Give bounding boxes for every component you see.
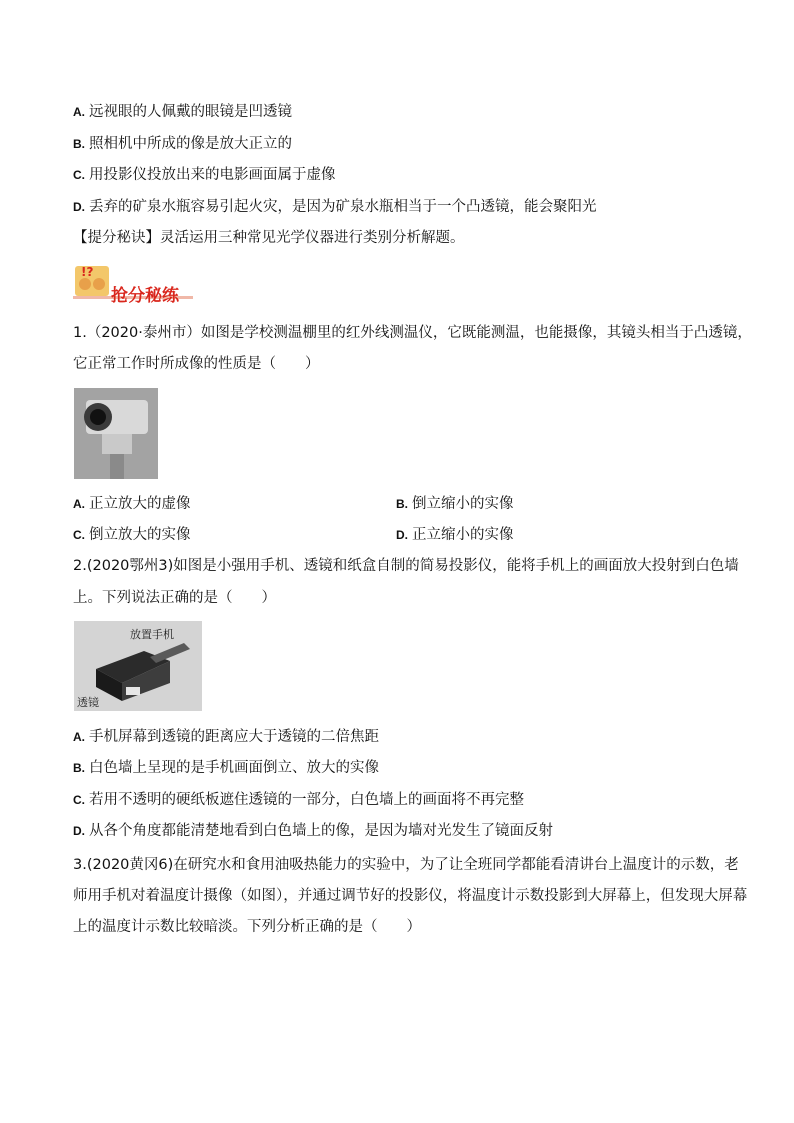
question-2-line-2: 上。下列说法正确的是（ ） [73,590,276,606]
image-label-bottom: 透镜 [77,696,99,709]
option-label: B. [73,761,85,775]
option-text: 倒立缩小的实像 [412,496,514,512]
option-label: C. [73,528,85,542]
q1-option-a [73,494,191,514]
option-label: B. [396,497,408,511]
option-label: A. [73,105,85,119]
q1-option-d [396,525,514,545]
q2-option-a [73,727,379,747]
option-label: D. [396,528,408,542]
option-c [73,165,336,185]
question-3-line-2: 师用手机对着温度计摄像（如图），并通过调节好的投影仪，将温度计示数投影到大屏幕上，但发现大屏幕 [73,888,748,904]
option-b [73,134,292,154]
option-label: C. [73,793,85,807]
question-3-line-3: 上的温度计示数比较暗淡。下列分析正确的是（ ） [73,919,421,935]
q1-option-c [73,525,191,545]
option-label: B. [73,137,85,151]
svg-text:!?: !? [81,265,94,279]
question-2-line-1: 2.(2020鄂州3)如图是小强用手机、透镜和纸盒自制的简易投影仪，能将手机上的画面放大投射到白色墙 [73,558,739,574]
option-text: 从各个角度都能清楚地看到白色墙上的像，是因为墙对光发生了镜面反射 [89,823,553,839]
option-label: A. [73,497,85,511]
projector-image [74,621,202,711]
q1-option-b [396,494,514,514]
option-text: 若用不透明的硬纸板遮住透镜的一部分，白色墙上的画面将不再完整 [89,792,524,808]
q2-option-b [73,758,379,778]
option-text: 正立放大的虚像 [89,496,191,512]
q2-option-d [73,821,553,841]
option-label: D. [73,824,85,838]
option-label: D. [73,200,85,214]
option-text: 用投影仪投放出来的电影画面属于虚像 [89,167,336,183]
thermal-camera-image [74,388,158,479]
tip-text: 【提分秘诀】灵活运用三种常见光学仪器进行类别分析解题。 [73,230,465,246]
option-text: 丢弃的矿泉水瓶容易引起火灾，是因为矿泉水瓶相当于一个凸透镜，能会聚阳光 [89,199,597,215]
option-d [73,197,597,217]
option-text: 照相机中所成的像是放大正立的 [89,136,292,152]
option-text: 手机屏幕到透镜的距离应大于透镜的二倍焦距 [89,729,379,745]
question-3-line-1: 3.(2020黄冈6)在研究水和食用油吸热能力的实验中，为了让全班同学都能看清讲台上温度计的示数，老 [73,857,739,873]
option-label: A. [73,730,85,744]
option-label: C. [73,168,85,182]
option-text: 倒立放大的实像 [89,527,191,543]
q2-option-c [73,790,524,810]
section-title: 抢分秘练 [111,286,179,306]
question-1-line-1: 1.（2020·泰州市）如图是学校测温棚里的红外线测温仪，它既能测温，也能摄像，其镜头相当于凸透镜， [73,325,752,341]
option-text: 远视眼的人佩戴的眼镜是凹透镜 [89,104,292,120]
question-1-line-2: 它正常工作时所成像的性质是（ ） [73,356,320,372]
option-a [73,102,292,122]
option-text: 正立缩小的实像 [412,527,514,543]
image-label-top: 放置手机 [130,628,174,641]
option-text: 白色墙上呈现的是手机画面倒立、放大的实像 [89,760,379,776]
